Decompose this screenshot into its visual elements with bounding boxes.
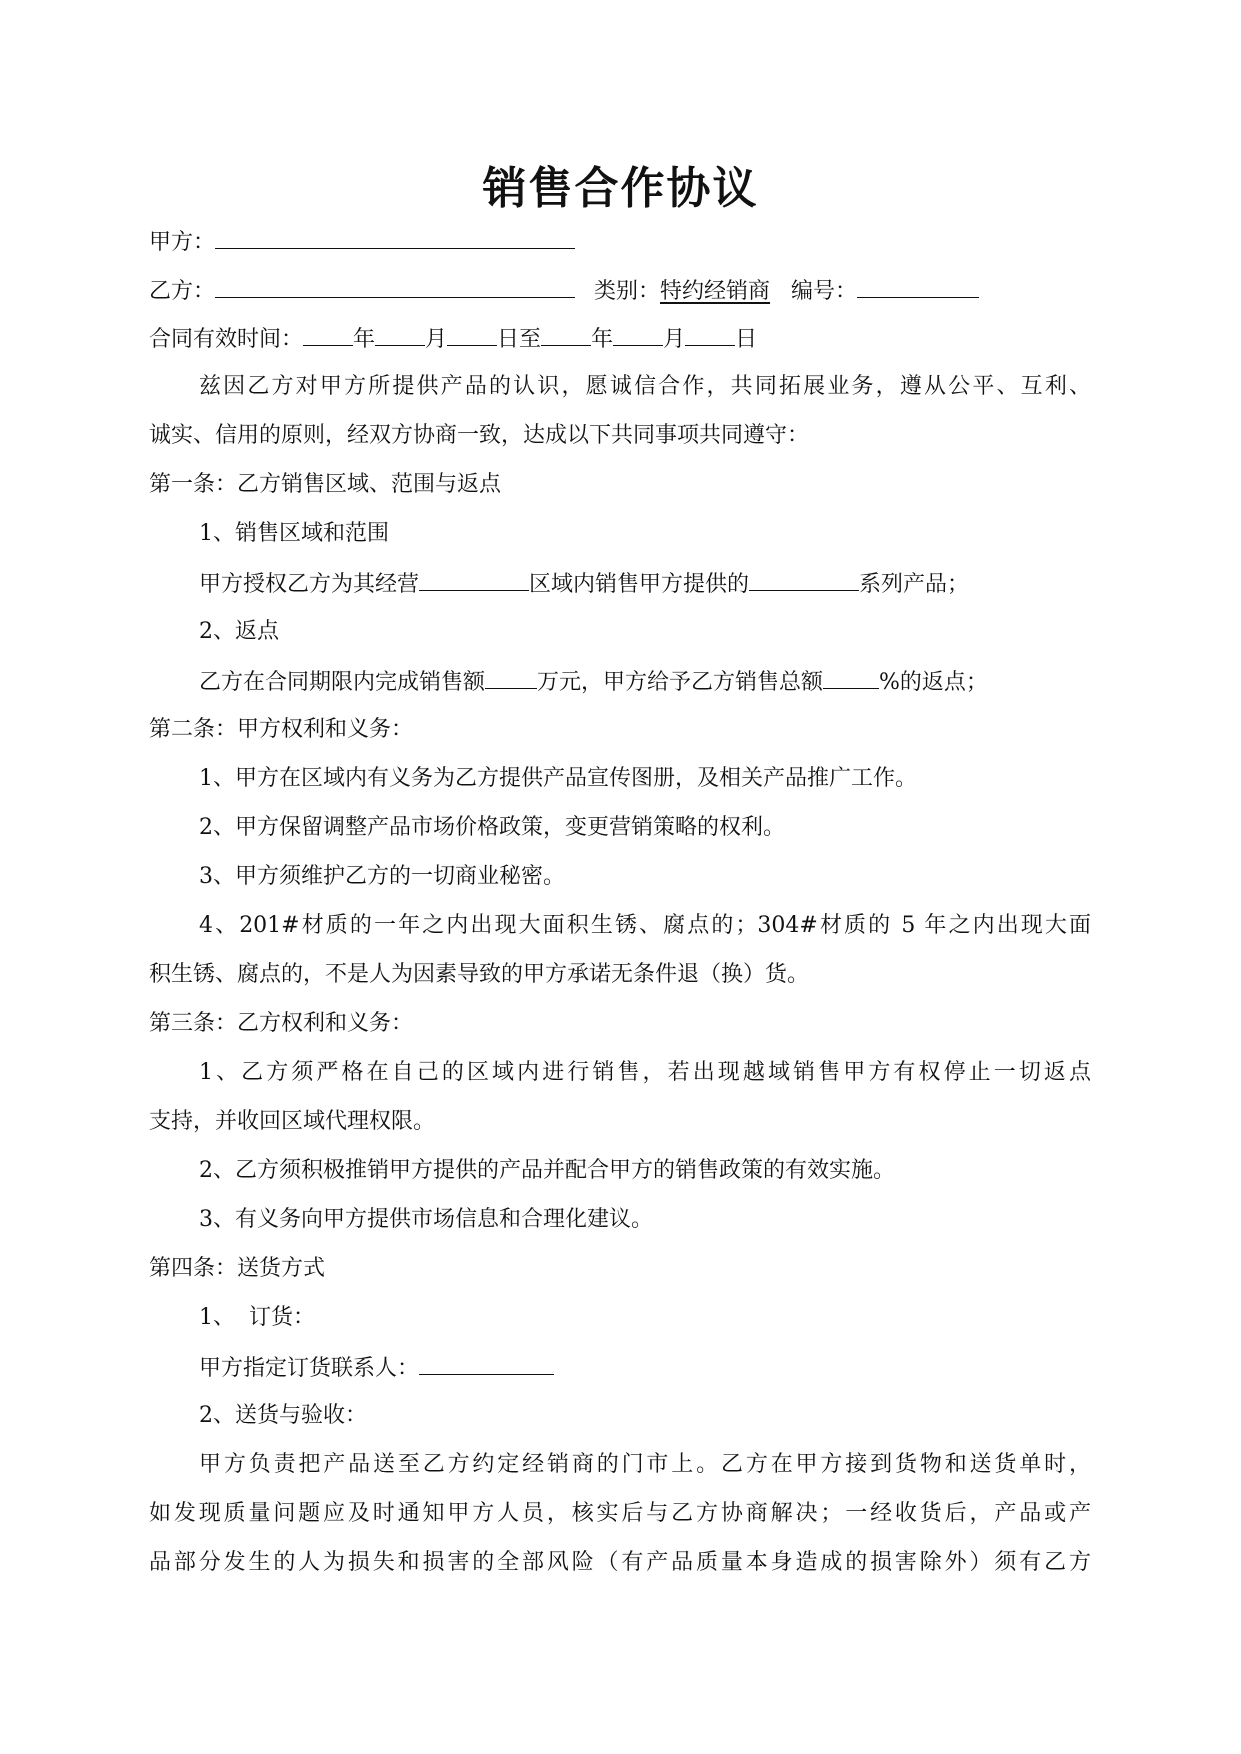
article-3-item-1-line-2: 支持，并收回区域代理权限。	[149, 1109, 436, 1134]
validity-row	[149, 323, 1091, 355]
party-b-blank[interactable]	[215, 275, 575, 298]
order-contact-blank[interactable]	[419, 1352, 554, 1375]
party-a-row	[149, 226, 1091, 258]
sales-area-text-c: 系列产品；	[859, 572, 970, 597]
article-3-item-2: 2、乙方须积极推销甲方提供的产品并配合甲方的销售政策的有效实施。	[199, 1158, 895, 1183]
sales-area-text-a: 甲方授权乙方为其经营	[199, 572, 420, 597]
end-day-blank[interactable]	[685, 323, 735, 346]
order-contact-label: 甲方指定订货联系人：	[199, 1356, 420, 1381]
page-title: 销售合作协议	[482, 163, 759, 214]
category-value: 特约经销商	[660, 279, 771, 304]
end-month-blank[interactable]	[613, 323, 663, 346]
article-1-section-1-text	[199, 568, 1091, 600]
preamble-line-2: 诚实、信用的原则，经双方协商一致，达成以下共同事项共同遵守：	[149, 423, 810, 448]
article-2-item-3: 3、甲方须维护乙方的一切商业秘密。	[199, 864, 565, 889]
article-3-item-1-line-1: 1、乙方须严格在自己的区域内进行销售，若出现越域销售甲方有权停止一切返点	[199, 1060, 1091, 1085]
number-label: 编号：	[791, 279, 858, 304]
day-text: 日	[735, 327, 758, 352]
month-text: 月	[663, 327, 686, 352]
sales-area-text-b: 区域内销售甲方提供的	[529, 572, 750, 597]
article-2-item-2: 2、甲方保留调整产品市场价格政策，变更营销策略的权利。	[199, 815, 785, 840]
year-text: 年	[353, 327, 376, 352]
article-1-section-2-text	[199, 666, 1091, 698]
article-2-item-4-line-1: 4、201#材质的一年之内出现大面积生锈、腐点的；304#材质的 5 年之内出现大面	[199, 913, 1091, 938]
rebate-percent-blank[interactable]	[823, 666, 879, 689]
party-b-label: 乙方：	[149, 279, 216, 304]
article-3-item-3: 3、有义务向甲方提供市场信息和合理化建议。	[199, 1207, 653, 1232]
article-1-heading: 第一条：乙方销售区域、范围与返点	[149, 472, 502, 497]
article-1-section-1-heading: 1、销售区域和范围	[199, 521, 389, 546]
start-month-blank[interactable]	[375, 323, 425, 346]
article-4-section-2-heading: 2、送货与验收：	[199, 1403, 367, 1428]
validity-label: 合同有效时间：	[149, 327, 304, 352]
sales-area-blank[interactable]	[419, 568, 529, 591]
day-to-text: 日至	[497, 327, 542, 352]
start-year-blank[interactable]	[303, 323, 353, 346]
preamble-line-1: 兹因乙方对甲方所提供产品的认识，愿诚信合作，共同拓展业务，遵从公平、互利、	[199, 374, 1091, 399]
start-day-blank[interactable]	[447, 323, 497, 346]
party-b-row	[149, 275, 1091, 307]
article-4-heading: 第四条：送货方式	[149, 1256, 326, 1281]
month-text: 月	[425, 327, 448, 352]
rebate-text-b: 万元，甲方给予乙方销售总额	[537, 670, 824, 695]
article-2-item-4-line-2: 积生锈、腐点的，不是人为因素导致的甲方承诺无条件退（换）货。	[149, 962, 810, 987]
article-4-paragraph-line-3: 品部分发生的人为损失和损害的全部风险（有产品质量本身造成的损害除外）须有乙方	[149, 1550, 1091, 1575]
product-series-blank[interactable]	[749, 568, 859, 591]
rebate-text-a: 乙方在合同期限内完成销售额	[199, 670, 486, 695]
article-4-paragraph-line-2: 如发现质量问题应及时通知甲方人员，核实后与乙方协商解决；一经收货后，产品或产	[149, 1501, 1091, 1526]
article-2-item-1: 1、甲方在区域内有义务为乙方提供产品宣传图册，及相关产品推广工作。	[199, 766, 917, 791]
article-1-section-2-heading: 2、返点	[199, 619, 279, 644]
rebate-text-c: %的返点；	[879, 670, 988, 695]
year-text: 年	[591, 327, 614, 352]
category-label: 类别：	[594, 279, 661, 304]
article-4-paragraph-line-1: 甲方负责把产品送至乙方约定经销商的门市上。乙方在甲方接到货物和送货单时，	[199, 1452, 1091, 1477]
article-4-section-1-text	[199, 1352, 1091, 1384]
sales-amount-blank[interactable]	[485, 666, 537, 689]
article-4-section-1-heading: 1、 订货：	[199, 1305, 315, 1330]
party-a-blank[interactable]	[215, 226, 575, 249]
article-2-heading: 第二条：甲方权利和义务：	[149, 717, 414, 742]
article-3-heading: 第三条：乙方权利和义务：	[149, 1011, 414, 1036]
number-blank[interactable]	[857, 275, 979, 298]
end-year-blank[interactable]	[541, 323, 591, 346]
party-a-label: 甲方：	[149, 230, 216, 255]
